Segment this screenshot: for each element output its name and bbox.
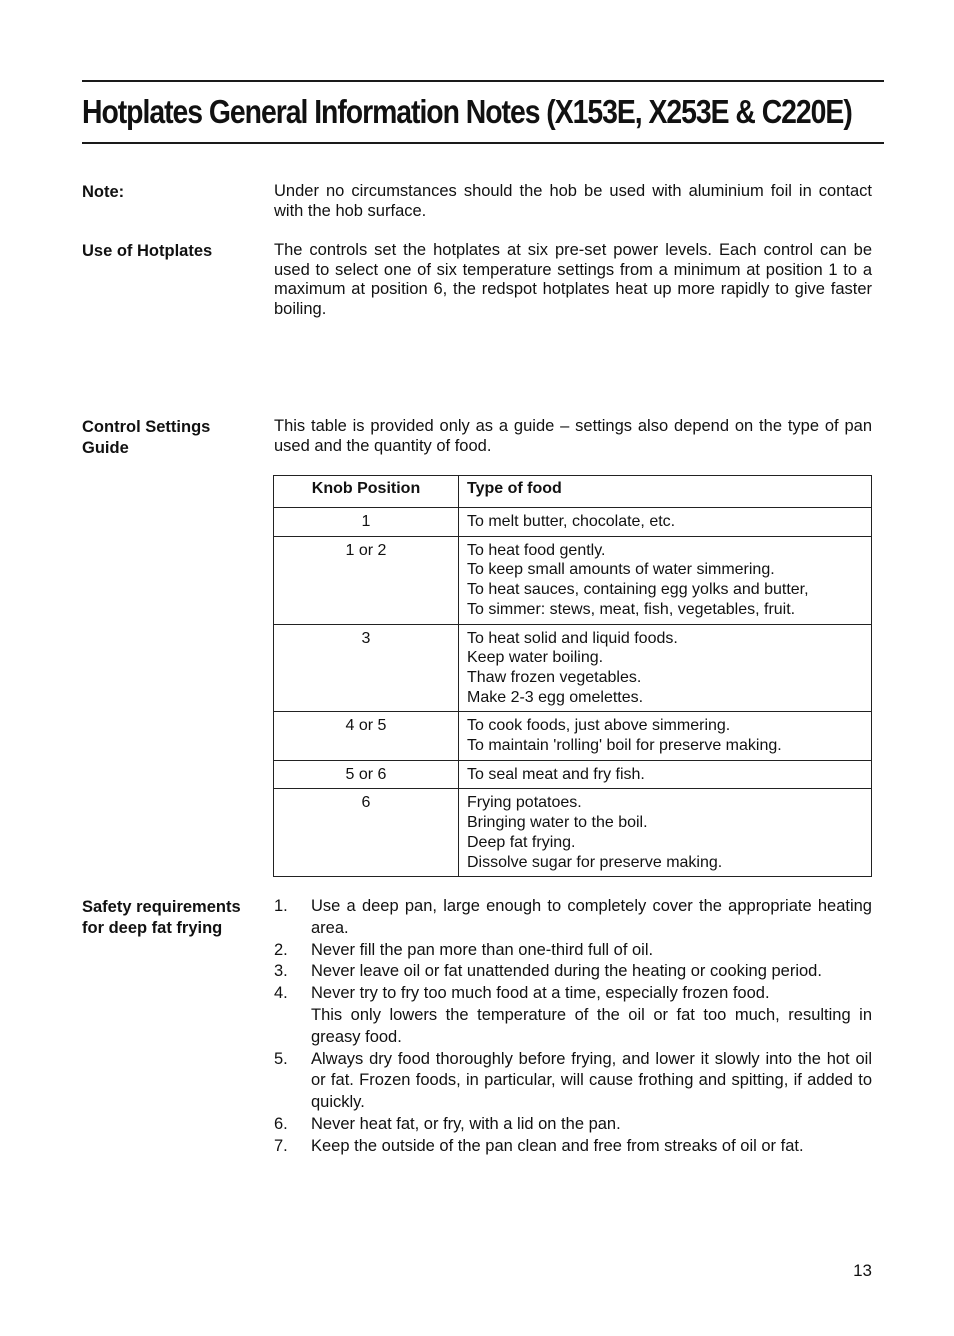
food-line: Bringing water to the boil.: [467, 814, 648, 832]
food-line: To keep small amounts of water simmering.: [467, 561, 775, 579]
list-number: 1.: [274, 897, 288, 915]
food-cell: [459, 624, 872, 712]
list-number: 4.: [274, 984, 288, 1003]
food-line: To melt butter, chocolate, etc.: [467, 513, 676, 530]
list-number: 3.: [274, 962, 288, 981]
note-text: Under no circumstances should the hob be used with aluminium foil in contact with the hob surface.: [274, 182, 872, 220]
list-text: Never leave oil or fat unattended during the heating or cooking period.: [311, 962, 822, 981]
header-knob-position: Knob Position: [274, 476, 459, 508]
knob-position-cell: 1: [274, 508, 459, 537]
list-text-continued: This only lowers the temperature of the oil or fat too much, resulting in greasy food.: [311, 1005, 872, 1046]
food-line: To maintain 'rolling' boil for preserve making.: [467, 737, 782, 755]
list-text: Never fill the pan more than one-third full of oil.: [311, 940, 654, 959]
food-cell: [459, 536, 872, 624]
table-row: [274, 712, 872, 760]
list-number: 7.: [274, 1136, 288, 1155]
list-text: Never heat fat, or fry, with a lid on the pan.: [311, 1114, 621, 1133]
food-cell: [459, 760, 872, 789]
food-line: Keep water boiling.: [467, 649, 604, 667]
top-rule: [82, 80, 884, 82]
list-text: Keep the outside of the pan clean and free from streaks of oil or fat.: [311, 1136, 804, 1155]
knob-position-cell: 4 or 5: [274, 712, 459, 760]
food-line: Thaw frozen vegetables.: [467, 668, 642, 686]
table-row: [274, 789, 872, 877]
list-text: Never try to fry too much food at a time, especially frozen food.: [311, 984, 770, 1003]
list-item: [274, 1114, 872, 1136]
table-row: [274, 508, 872, 537]
control-settings-label: Control Settings Guide: [82, 418, 211, 457]
food-line: Frying potatoes.: [467, 794, 582, 812]
use-of-hotplates-text: The controls set the hotplates at six pre-set power levels. Each control can be used to select one of six temperature settings from a minimum at position 1 to a maximum at position 6, the redspot hotplates heat up more rapidly to give faster boiling.: [274, 241, 872, 319]
food-line: To cook foods, just above simmering.: [467, 717, 731, 735]
header-type-of-food: Type of food: [459, 476, 872, 508]
list-text: Use a deep pan, large enough to completely cover the appropriate heating area.: [311, 897, 872, 937]
list-number: 6.: [274, 1114, 288, 1133]
use-of-hotplates-label: Use of Hotplates: [82, 242, 213, 260]
list-item: [274, 1049, 872, 1114]
food-cell: [459, 789, 872, 877]
food-line: To simmer: stews, meat, fish, vegetables, fruit.: [467, 600, 796, 618]
food-cell: [459, 712, 872, 760]
table-row: [274, 624, 872, 712]
list-number: 2.: [274, 940, 288, 959]
food-line: To seal meat and fry fish.: [467, 765, 645, 783]
food-line: Deep fat frying.: [467, 833, 576, 851]
table-header-row: [274, 476, 872, 508]
list-item: [274, 896, 872, 940]
food-line: Dissolve sugar for preserve making.: [467, 853, 723, 871]
list-item: [274, 983, 872, 1048]
page-title: Hotplates General Information Notes (X153E, X253E & C220E): [82, 93, 852, 130]
list-item: [274, 940, 872, 962]
control-settings-table: [273, 475, 872, 877]
list-item: [274, 961, 872, 983]
knob-position-cell: 5 or 6: [274, 760, 459, 789]
food-line: To heat food gently.: [467, 541, 606, 559]
title-bottom-rule: [82, 142, 884, 144]
list-item: [274, 1136, 872, 1158]
knob-position-cell: 1 or 2: [274, 536, 459, 624]
note-label: Note:: [82, 183, 125, 201]
list-number: 5.: [274, 1049, 288, 1068]
safety-list: [274, 896, 872, 1158]
safety-label: Safety requirements for deep fat frying: [82, 898, 241, 937]
table-row: [274, 760, 872, 789]
control-settings-text: This table is provided only as a guide – settings also depend on the type of pan used and the quantity of food.: [274, 417, 872, 455]
list-text: Always dry food thoroughly before frying, and lower it slowly into the hot oil or fat. Frozen foods, in particular, will cause frothing and spitting, if added to quickly.: [311, 1049, 872, 1112]
food-line: To heat sauces, containing egg yolks and butter,: [467, 581, 809, 599]
knob-position-cell: 6: [274, 789, 459, 877]
food-line: Make 2-3 egg omelettes.: [467, 688, 644, 706]
food-line: To heat solid and liquid foods.: [467, 629, 678, 647]
knob-position-cell: 3: [274, 624, 459, 712]
food-cell: [459, 508, 872, 537]
page-number: 13: [853, 1261, 872, 1280]
table-row: [274, 536, 872, 624]
